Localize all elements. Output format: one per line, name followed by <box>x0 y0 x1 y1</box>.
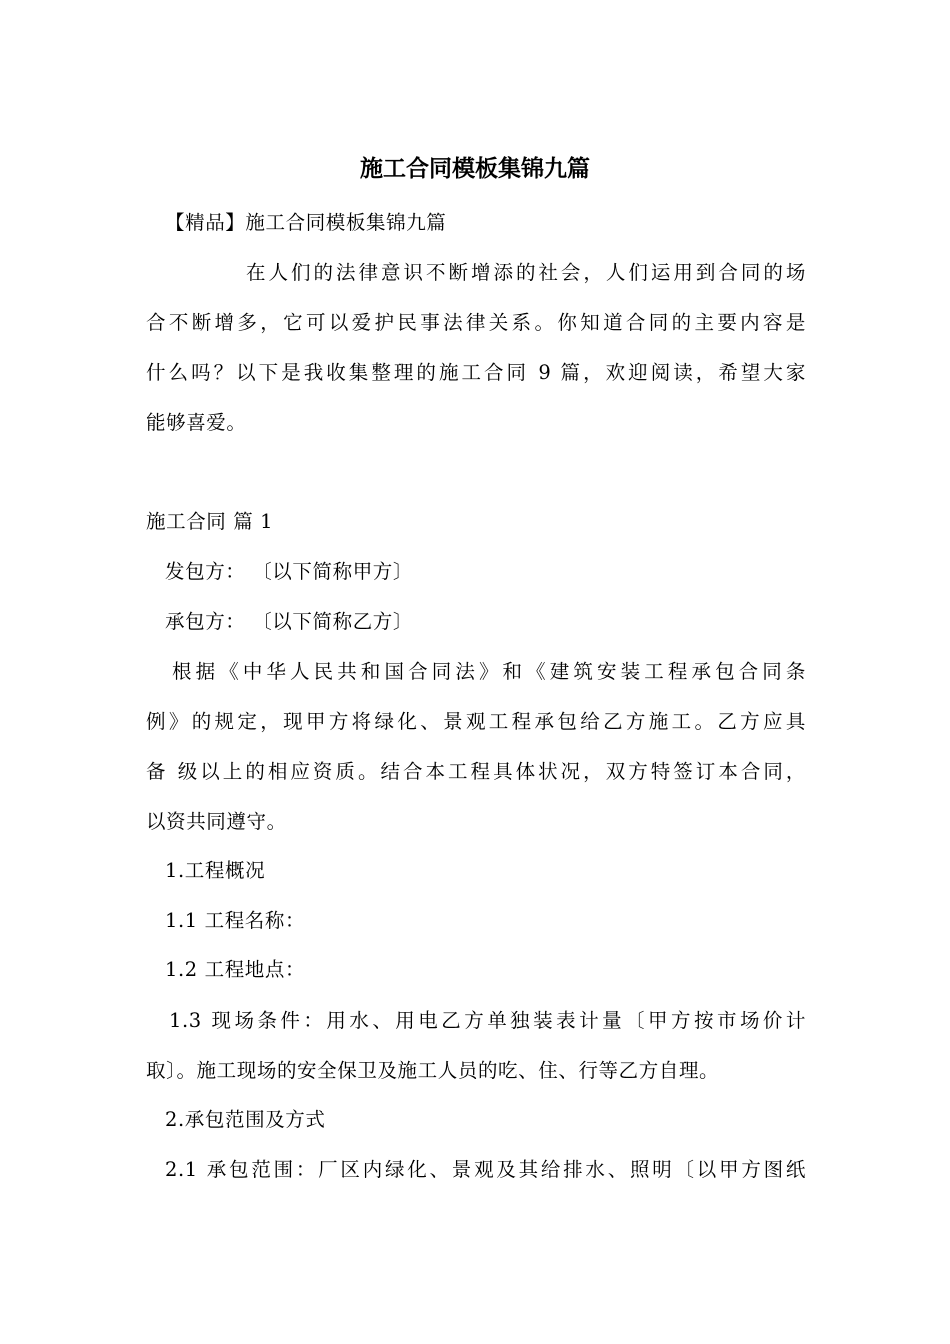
document-subtitle: 【精品】施工合同模板集锦九篇 <box>165 211 447 234</box>
intro-line-2: 合不断增多，它可以爱护民事法律关系。你知道合同的主要内容是 <box>146 311 806 334</box>
item-1-2-line: 1.2 工程地点： <box>165 958 306 981</box>
item-2-heading: 2.承包范围及方式 <box>165 1108 326 1131</box>
section-heading: 施工合同 篇 1 <box>146 510 274 533</box>
intro-line-4: 能够喜爱。 <box>146 411 247 434</box>
intro-line-1: 在人们的法律意识不断增添的社会，人们运用到合同的场 <box>246 261 806 284</box>
document-title: 施工合同模板集锦九篇 <box>360 156 590 182</box>
basis-line-4: 以资共同遵守。 <box>146 810 287 833</box>
intro-line-3: 什么吗？以下是我收集整理的施工合同 9 篇，欢迎阅读，希望大家 <box>146 361 806 384</box>
item-1-3-line-1: 1.3 现场条件：用水、用电乙方单独装表计量〔甲方按市场价计 <box>169 1009 806 1032</box>
item-2-1-line: 2.1 承包范围：厂区内绿化、景观及其给排水、照明〔以甲方图纸 <box>165 1158 806 1181</box>
party-a-line: 发包方： 〔以下简称甲方〕 <box>165 560 413 583</box>
item-1-3-line-2: 取〕。施工现场的安全保卫及施工人员的吃、住、行等乙方自理。 <box>146 1059 720 1082</box>
basis-line-1: 根据《中华人民共和国合同法》和《建筑安装工程承包合同条 <box>172 660 806 683</box>
party-b-line: 承包方： 〔以下简称乙方〕 <box>165 610 413 633</box>
item-1-1-line: 1.1 工程名称： <box>165 909 306 932</box>
basis-line-2: 例》的规定，现甲方将绿化、景观工程承包给乙方施工。乙方应具 <box>146 710 806 733</box>
item-1-heading: 1.工程概况 <box>165 859 266 882</box>
basis-line-3: 备 级以上的相应资质。结合本工程具体状况，双方特签订本合同， <box>146 760 806 783</box>
